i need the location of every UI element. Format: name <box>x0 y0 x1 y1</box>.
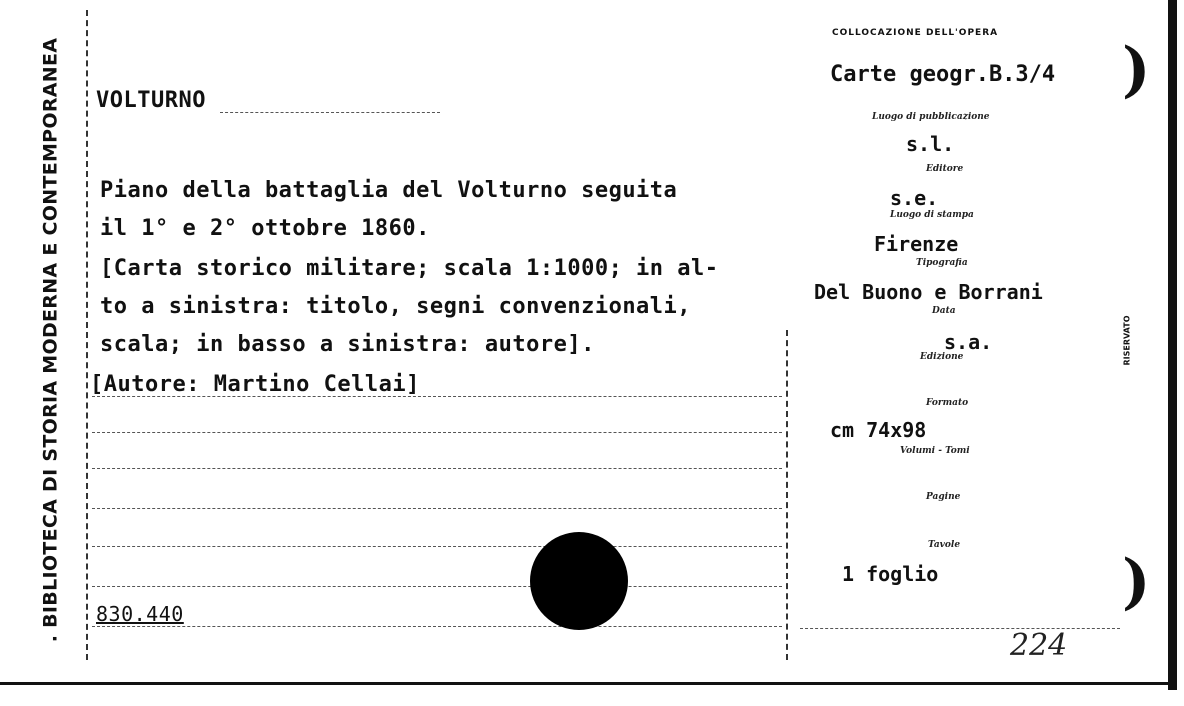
field-value-plates: 1 foglio <box>842 562 939 586</box>
reserved-stamp <box>1120 270 1134 410</box>
left-margin-rule <box>86 10 88 660</box>
collocation-header: COLLOCAZIONE DELL'OPERA <box>832 28 999 38</box>
handwritten-number: 224 <box>1010 628 1068 663</box>
ruled-line <box>92 626 782 627</box>
punch-hole <box>530 532 628 630</box>
field-label-edition: Edizione <box>920 352 964 362</box>
bottom-card-edge <box>0 682 1176 685</box>
inventory-number: 830.440 <box>96 602 184 626</box>
field-value-printer: Del Buono e Borrani <box>814 280 1043 304</box>
library-name: . BIBLIOTECA DI STORIA MODERNA E CONTEMPORANEA <box>39 37 61 643</box>
title-rule <box>220 112 440 113</box>
ruled-line <box>92 508 782 509</box>
bracket-bottom: ) <box>1122 547 1151 617</box>
description-line-3: [Carta storico militare; scala 1:1000; in al- <box>100 256 719 281</box>
ruled-line <box>92 546 782 547</box>
field-value-format: cm 74x98 <box>830 418 927 442</box>
right-card-edge <box>1168 0 1177 690</box>
field-label-date: Data <box>932 306 956 316</box>
field-label-publisher: Editore <box>926 164 964 174</box>
field-value-place-publication: s.l. <box>906 132 955 156</box>
ruled-line <box>92 396 782 397</box>
field-label-pages: Pagine <box>926 492 961 502</box>
reserved-label: RISERVATO <box>1122 315 1132 365</box>
column-divider-rule <box>786 330 788 660</box>
library-spine-label <box>30 37 70 643</box>
author-note: [Autore: Martino Cellai] <box>90 372 420 397</box>
field-value-place-printing: Firenze <box>874 232 959 256</box>
field-label-place-printing: Luogo di stampa <box>890 210 974 220</box>
right-bottom-rule <box>800 628 1120 629</box>
field-label-format: Formato <box>926 398 969 408</box>
field-label-volumes: Volumi - Tomi <box>900 446 970 456</box>
field-label-printer: Tipografia <box>916 258 968 268</box>
card-title: VOLTURNO <box>96 88 206 113</box>
ruled-line <box>92 586 782 587</box>
description-line-2: il 1° e 2° ottobre 1860. <box>100 216 430 241</box>
description-line-1: Piano della battaglia del Volturno seguita <box>100 178 678 203</box>
bracket-top: ) <box>1122 35 1151 105</box>
field-label-plates: Tavole <box>928 540 961 550</box>
ruled-line <box>92 432 782 433</box>
field-label-place-publication: Luogo di pubblicazione <box>872 112 990 122</box>
description-line-4: to a sinistra: titolo, segni convenzionali, <box>100 294 692 319</box>
description-line-5: scala; in basso a sinistra: autore]. <box>100 332 595 357</box>
shelfmark: Carte geogr.B.3/4 <box>830 62 1056 87</box>
field-value-publisher: s.e. <box>890 186 939 210</box>
ruled-line <box>92 468 782 469</box>
field-value-date: s.a. <box>944 330 993 354</box>
